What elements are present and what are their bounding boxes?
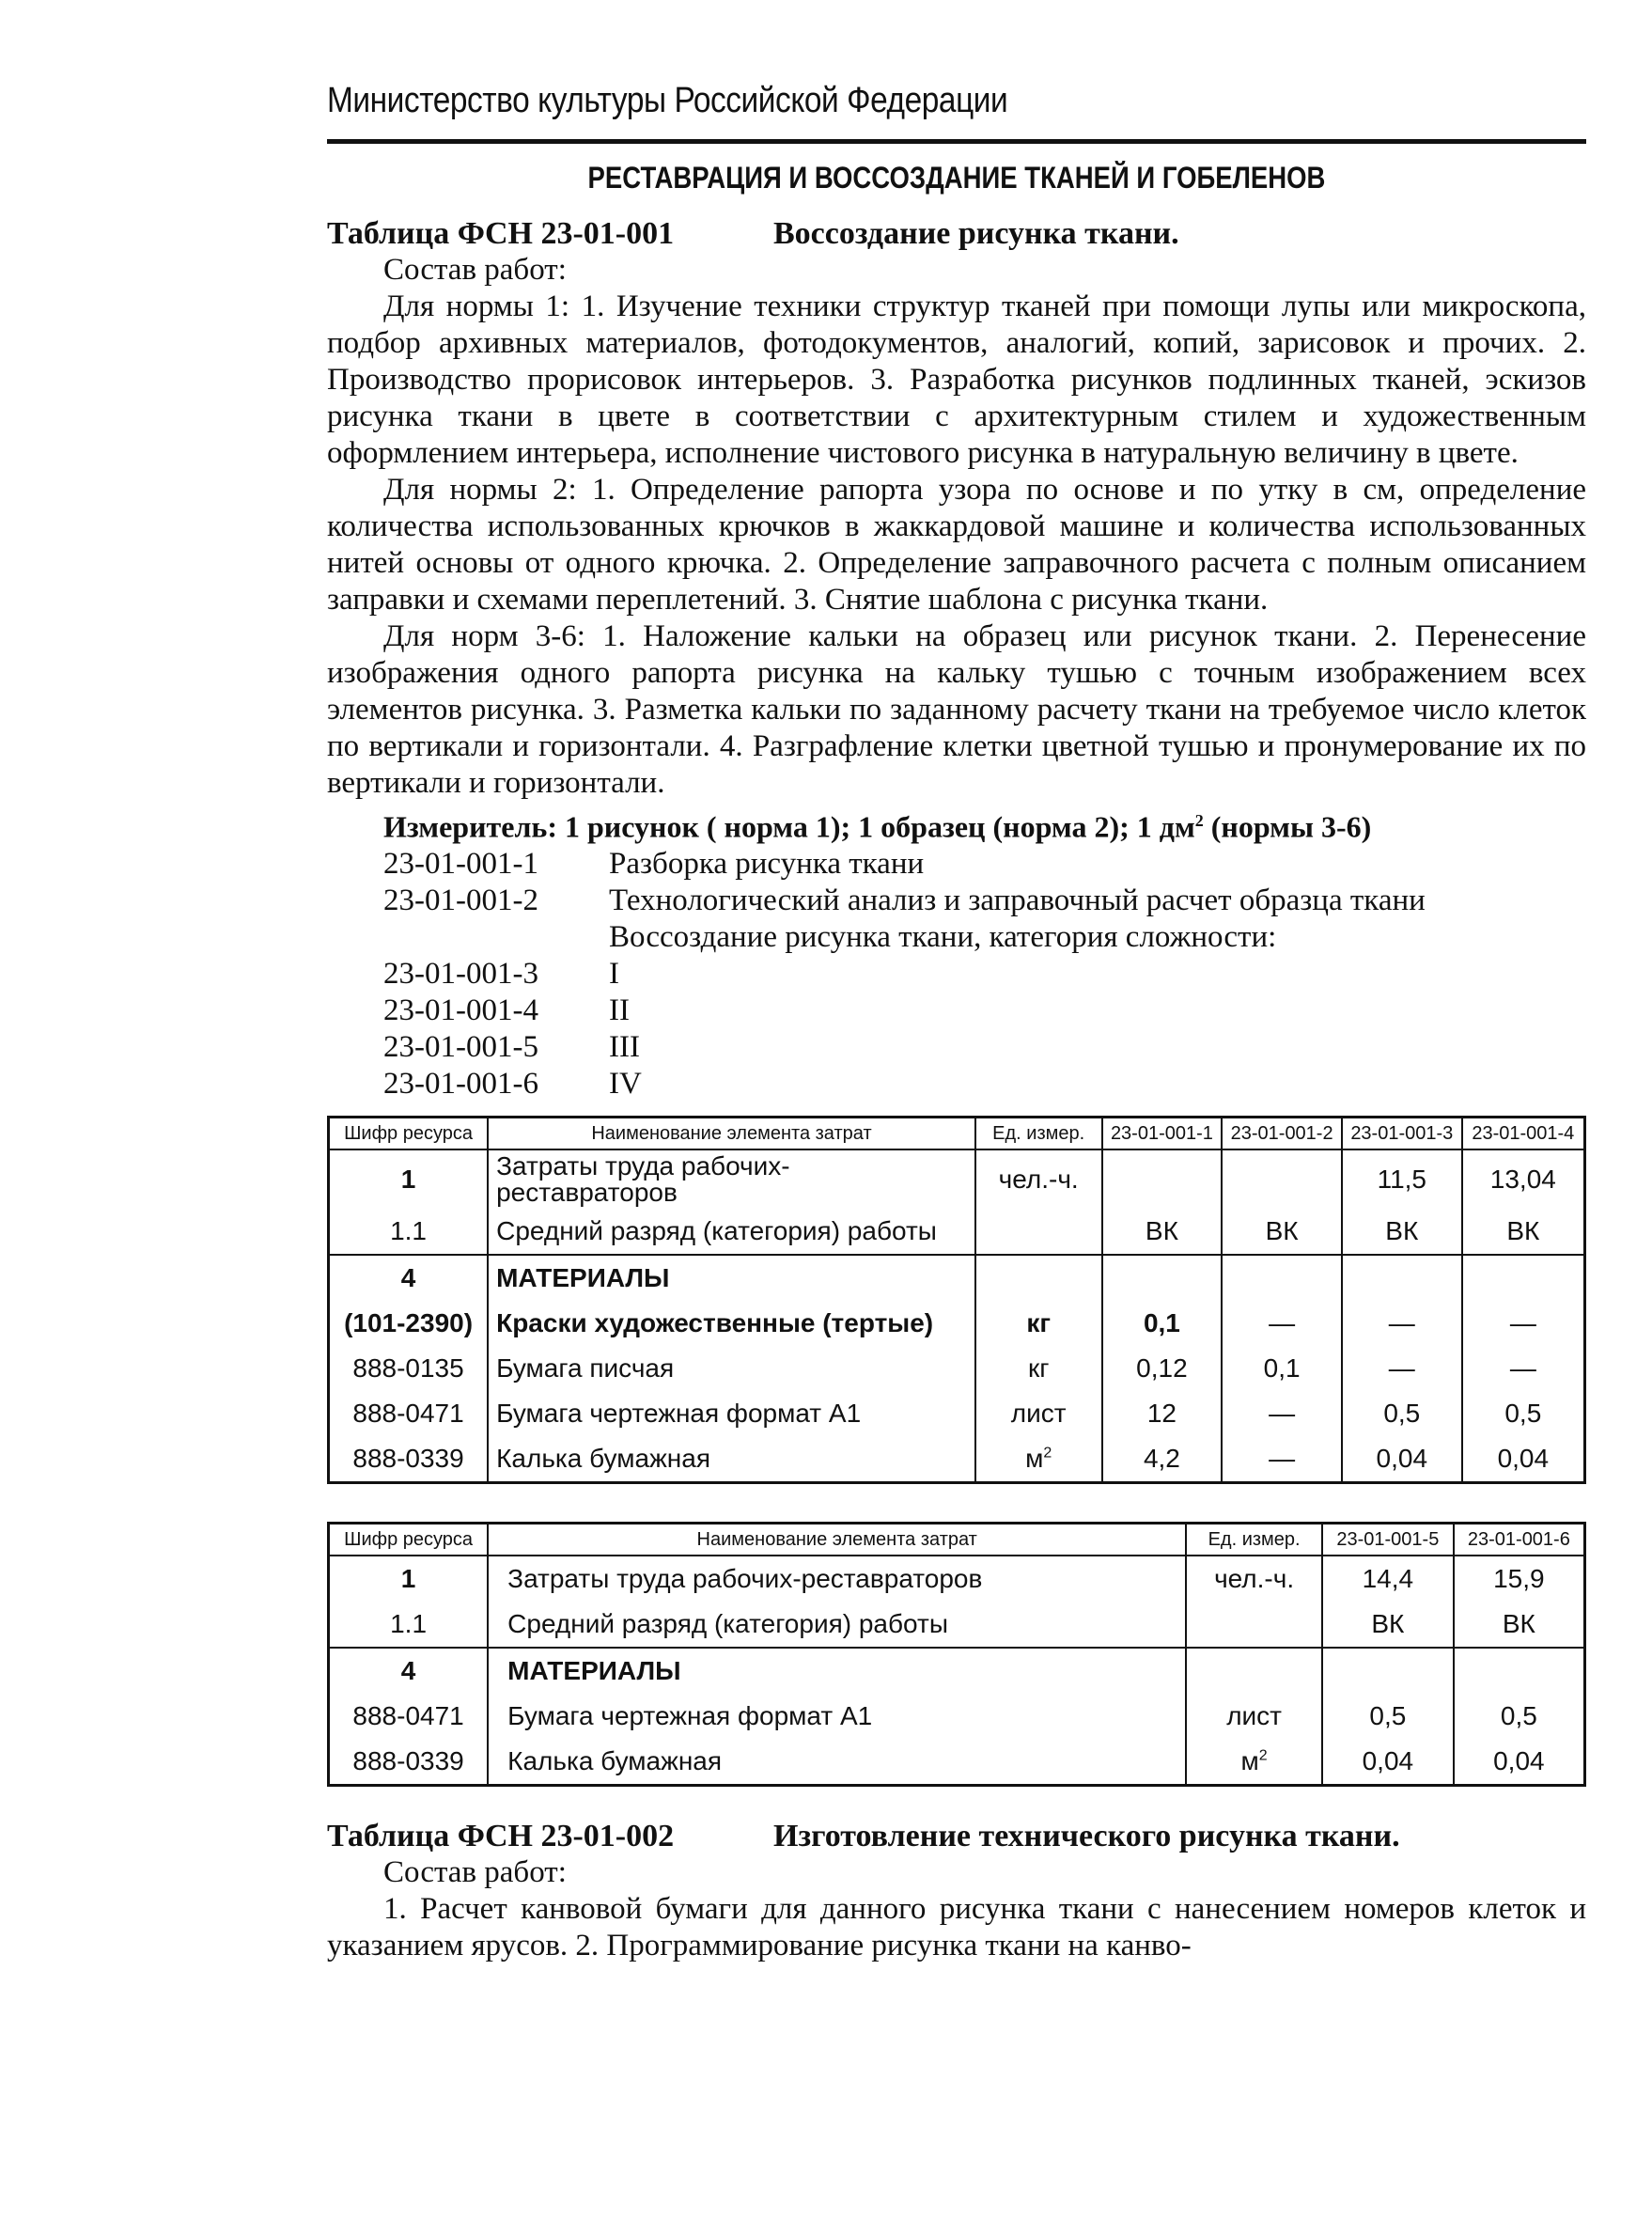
- table-code: Таблица ФСН 23-01-002: [327, 1818, 675, 1853]
- cell-name: Бумага чертежная формат А1: [488, 1694, 1186, 1739]
- cell-unit: [975, 1209, 1102, 1255]
- norm-text: I: [609, 956, 619, 991]
- cell-unit: кг: [975, 1346, 1102, 1391]
- cell-name: Средний разряд (категория) работы: [488, 1209, 975, 1255]
- norm-text: II: [609, 993, 630, 1027]
- works-paragraph: Для норм 3-6: 1. Наложение кальки на образец или рисунок ткани. 2. Перенесение изображения одного рапорта рисунка на кальку тушью с точным изображением всех элементов рисунка. 3. Разметка кальки по заданному расчету ткани на требуемое число клеток по вертикали и горизонтали. 4. Разграфление клетки цветной тушью и пронумерование их по вертикали и горизонтали.: [327, 619, 1586, 800]
- table-title: Изготовление технического рисунка ткани.: [773, 1818, 1400, 1853]
- cell-name: Краски художественные (тертые): [488, 1301, 975, 1346]
- cell-value: 0,5: [1322, 1694, 1454, 1739]
- table-row: [329, 1346, 1585, 1391]
- cell-value: —: [1462, 1346, 1585, 1391]
- cell-value: 0,5: [1342, 1391, 1462, 1436]
- cell-name: Бумага чертежная формат А1: [488, 1391, 975, 1436]
- norm-line: [327, 956, 1586, 993]
- cell-value: [1342, 1255, 1462, 1301]
- resource-table-1: [327, 1116, 1586, 1484]
- table-header-row: [329, 1117, 1585, 1149]
- works-paragraph: Для нормы 2: 1. Определение рапорта узора по основе и по утку в см, определение количества использованных крючков в жаккардовой машине и количества использованных нитей основы от одного крючка. 2. Определение заправочного расчета с полным описанием заправки и схемами переплетений. 3. Снятие шаблона с рисунка ткани.: [327, 473, 1586, 617]
- cell-name: Бумага писчая: [488, 1346, 975, 1391]
- norm-line: [327, 993, 1586, 1029]
- norm-code: 23-01-001-5: [383, 1029, 538, 1064]
- table-row: [329, 1209, 1585, 1255]
- norm-code: 23-01-001-2: [383, 883, 538, 917]
- cell-name: МАТЕРИАЛЫ: [488, 1255, 975, 1301]
- table-row: [329, 1739, 1585, 1786]
- cell-value: ВК: [1222, 1209, 1342, 1255]
- cell-code: 1.1: [329, 1602, 489, 1648]
- cell-code: 888-0471: [329, 1391, 489, 1436]
- cell-value: [1102, 1149, 1223, 1209]
- column-header: 23-01-001-1: [1102, 1117, 1223, 1149]
- cell-value: 11,5: [1342, 1149, 1462, 1209]
- column-header: Наименование элемента затрат: [488, 1523, 1186, 1556]
- table-header-row: [329, 1523, 1585, 1556]
- norm-text: Воссоздание рисунка ткани, категория сложности:: [609, 919, 1277, 954]
- norm-text: Технологический анализ и заправочный расчет образца ткани: [609, 883, 1426, 917]
- table-row: [329, 1694, 1585, 1739]
- cell-value: [1222, 1255, 1342, 1301]
- cell-name: Калька бумажная: [488, 1739, 1186, 1786]
- column-header: 23-01-001-6: [1454, 1523, 1585, 1556]
- cell-value: ВК: [1462, 1209, 1585, 1255]
- works-label: Состав работ:: [383, 253, 567, 287]
- unit-sup: 2: [1043, 1445, 1052, 1462]
- cell-value: —: [1342, 1346, 1462, 1391]
- measure-text: (нормы 3-6): [1203, 809, 1372, 844]
- cell-value: 0,04: [1322, 1739, 1454, 1786]
- cell-name: Средний разряд (категория) работы: [488, 1602, 1186, 1648]
- cell-value: [1102, 1255, 1223, 1301]
- cell-code: 888-0339: [329, 1436, 489, 1483]
- table-row: [329, 1391, 1585, 1436]
- norm-line: [327, 883, 1586, 919]
- table-row: [329, 1556, 1585, 1602]
- measure-text: Измеритель: 1 рисунок ( норма 1); 1 образец (норма 2); 1 дм: [383, 809, 1195, 844]
- table-heading: [327, 216, 1586, 252]
- cell-value: —: [1222, 1436, 1342, 1483]
- works-paragraph: 1. Расчет канвовой бумаги для данного рисунка ткани с нанесением номеров клеток и указанием ярусов. 2. Программирование рисунка ткани на канво-: [327, 1891, 1586, 1962]
- cell-name: Затраты труда рабочих-реставраторов: [488, 1149, 975, 1209]
- cell-value: 0,04: [1454, 1739, 1585, 1786]
- unit-sup: 2: [1258, 1747, 1268, 1764]
- cell-unit: [975, 1436, 1102, 1483]
- cell-code: (101-2390): [329, 1301, 489, 1346]
- works-paragraph: Для нормы 1: 1. Изучение техники структур тканей при помощи лупы или микроскопа, подбор архивных материалов, фотодокументов, аналогий, копий, зарисовок и прочих. 2. Производство прорисовок интерьеров. 3. Разработка рисунков подлинных тканей, эскизов рисунка ткани в цвете в соответствии с архитектурным стилем и художественным оформлением интерьера, исполнение чистового рисунка в натуральную величину в цвете.: [327, 289, 1586, 470]
- cell-code: 888-0135: [329, 1346, 489, 1391]
- norm-text: III: [609, 1029, 640, 1064]
- table-row: [329, 1301, 1585, 1346]
- unit-text: м: [1025, 1443, 1044, 1473]
- cell-value: [1454, 1648, 1585, 1694]
- cell-code: 1: [329, 1149, 489, 1209]
- cell-value: 4,2: [1102, 1436, 1223, 1483]
- cell-value: 0,12: [1102, 1346, 1223, 1391]
- unit-text: м: [1240, 1745, 1259, 1775]
- cell-unit: [975, 1255, 1102, 1301]
- cell-code: 1.1: [329, 1209, 489, 1255]
- cell-unit: [1186, 1602, 1322, 1648]
- norm-line: [327, 1029, 1586, 1066]
- cell-code: 4: [329, 1255, 489, 1301]
- table-row: [329, 1149, 1585, 1209]
- norm-code: 23-01-001-4: [383, 993, 538, 1027]
- cell-code: 4: [329, 1648, 489, 1694]
- cell-unit: чел.-ч.: [1186, 1556, 1322, 1602]
- cell-value: 0,5: [1462, 1391, 1585, 1436]
- cell-value: —: [1462, 1301, 1585, 1346]
- cell-unit: чел.-ч.: [975, 1149, 1102, 1209]
- ministry-header: Министерство культуры Российской Федерации: [327, 81, 1008, 120]
- cell-value: [1322, 1648, 1454, 1694]
- cell-value: —: [1222, 1391, 1342, 1436]
- cell-value: ВК: [1322, 1602, 1454, 1648]
- table-row: [329, 1255, 1585, 1301]
- column-header: Ед. измер.: [975, 1117, 1102, 1149]
- norm-text: Разборка рисунка ткани: [609, 846, 925, 881]
- table-title: Воссоздание рисунка ткани.: [773, 216, 1179, 251]
- cell-value: —: [1342, 1301, 1462, 1346]
- measure-line: [327, 802, 1586, 846]
- cell-value: 15,9: [1454, 1556, 1585, 1602]
- norm-line: [327, 919, 1586, 956]
- cell-value: 12: [1102, 1391, 1223, 1436]
- cell-value: ВК: [1342, 1209, 1462, 1255]
- column-header: Наименование элемента затрат: [488, 1117, 975, 1149]
- cell-name: Калька бумажная: [488, 1436, 975, 1483]
- cell-name: МАТЕРИАЛЫ: [488, 1648, 1186, 1694]
- table-code: Таблица ФСН 23-01-001: [327, 216, 675, 251]
- cell-value: 0,1: [1222, 1346, 1342, 1391]
- table-heading: [327, 1819, 1586, 1854]
- column-header: 23-01-001-2: [1222, 1117, 1342, 1149]
- cell-value: 13,04: [1462, 1149, 1585, 1209]
- cell-value: ВК: [1454, 1602, 1585, 1648]
- norm-code: [383, 919, 609, 956]
- cell-unit: лист: [975, 1391, 1102, 1436]
- table-row: [329, 1648, 1585, 1694]
- column-header: Шифр ресурса: [329, 1117, 489, 1149]
- column-header: Шифр ресурса: [329, 1523, 489, 1556]
- norm-text: IV: [609, 1066, 642, 1101]
- column-header: 23-01-001-4: [1462, 1117, 1585, 1149]
- resource-table-2: [327, 1522, 1586, 1787]
- norm-code: 23-01-001-3: [383, 956, 538, 991]
- cell-value: [1222, 1149, 1342, 1209]
- norm-line: [327, 846, 1586, 883]
- cell-code: 888-0471: [329, 1694, 489, 1739]
- measure-sup: 2: [1194, 811, 1204, 830]
- cell-code: 1: [329, 1556, 489, 1602]
- cell-unit: [1186, 1739, 1322, 1786]
- cell-value: 0,5: [1454, 1694, 1585, 1739]
- cell-value: —: [1222, 1301, 1342, 1346]
- norm-code: 23-01-001-1: [383, 846, 538, 881]
- column-header: 23-01-001-3: [1342, 1117, 1462, 1149]
- cell-value: 0,04: [1462, 1436, 1585, 1483]
- cell-value: ВК: [1102, 1209, 1223, 1255]
- column-header: 23-01-001-5: [1322, 1523, 1454, 1556]
- cell-code: 888-0339: [329, 1739, 489, 1786]
- cell-value: 0,1: [1102, 1301, 1223, 1346]
- cell-unit: кг: [975, 1301, 1102, 1346]
- header-rule: [327, 139, 1586, 144]
- table-row: [329, 1602, 1585, 1648]
- cell-unit: лист: [1186, 1694, 1322, 1739]
- table-row: [329, 1436, 1585, 1483]
- cell-value: 0,04: [1342, 1436, 1462, 1483]
- column-header: Ед. измер.: [1186, 1523, 1322, 1556]
- cell-value: [1462, 1255, 1585, 1301]
- norm-line: [327, 1066, 1586, 1102]
- cell-value: 14,4: [1322, 1556, 1454, 1602]
- works-label: Состав работ:: [383, 1854, 567, 1889]
- cell-name: Затраты труда рабочих-реставраторов: [488, 1556, 1186, 1602]
- document-page: [327, 81, 1586, 1964]
- cell-unit: [1186, 1648, 1322, 1694]
- norm-code: 23-01-001-6: [383, 1066, 538, 1101]
- section-title: РЕСТАВРАЦИЯ И ВОССОЗДАНИЕ ТКАНЕЙ И ГОБЕЛЕНОВ: [587, 161, 1326, 195]
